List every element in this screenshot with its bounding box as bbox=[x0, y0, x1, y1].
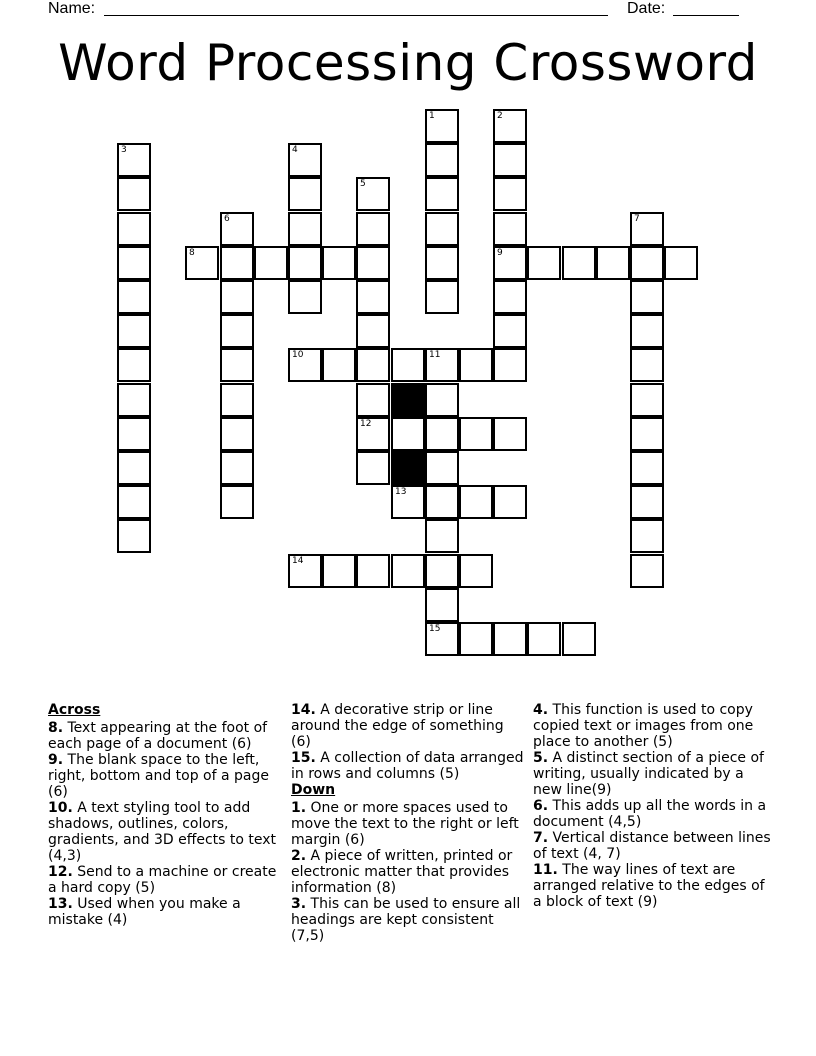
clue-down-11: 11. The way lines of text are arranged relative to the edges of a block of text (9) bbox=[533, 862, 765, 910]
grid-cell[interactable] bbox=[459, 417, 493, 451]
grid-cell[interactable] bbox=[117, 519, 151, 553]
grid-cell[interactable] bbox=[493, 143, 527, 177]
date-label: Date: bbox=[627, 0, 666, 17]
grid-cell[interactable] bbox=[288, 143, 322, 177]
grid-cell[interactable] bbox=[117, 314, 151, 348]
grid-cell[interactable] bbox=[562, 246, 596, 280]
grid-cell[interactable] bbox=[391, 348, 425, 382]
grid-cell[interactable] bbox=[425, 588, 459, 622]
grid-cell[interactable] bbox=[527, 622, 561, 656]
grid-cell[interactable] bbox=[117, 280, 151, 314]
clue-number: 13 bbox=[395, 487, 407, 497]
grid-cell[interactable] bbox=[220, 212, 254, 246]
grid-cell[interactable] bbox=[356, 246, 390, 280]
header bbox=[0, 0, 816, 20]
grid-cell[interactable] bbox=[288, 212, 322, 246]
clues-column-1 bbox=[48, 702, 284, 928]
grid-cell[interactable] bbox=[425, 348, 459, 382]
clue-down-7: 7. Vertical distance between lines of text (4, 7) bbox=[533, 830, 771, 862]
grid-cell[interactable] bbox=[220, 417, 254, 451]
name-label: Name: bbox=[48, 0, 96, 17]
grid-cell[interactable] bbox=[425, 451, 459, 485]
clue-across-8: 8. Text appearing at the foot of each page of a document (6) bbox=[48, 720, 268, 752]
grid-cell[interactable] bbox=[391, 417, 425, 451]
black-cell bbox=[391, 451, 425, 485]
grid-cell[interactable] bbox=[288, 348, 322, 382]
grid-cell[interactable] bbox=[493, 177, 527, 211]
grid-cell[interactable] bbox=[630, 485, 664, 519]
grid-cell[interactable] bbox=[220, 451, 254, 485]
grid-cell[interactable] bbox=[356, 554, 390, 588]
grid-cell[interactable] bbox=[391, 554, 425, 588]
grid-cell[interactable] bbox=[288, 177, 322, 211]
black-cell bbox=[391, 383, 425, 417]
grid-cell[interactable] bbox=[425, 212, 459, 246]
clue-across-14: 14. A decorative strip or line around the edge of something (6) bbox=[291, 702, 504, 750]
grid-cell[interactable] bbox=[493, 485, 527, 519]
grid-cell[interactable] bbox=[356, 348, 390, 382]
grid-cell[interactable] bbox=[459, 622, 493, 656]
clues-column-2 bbox=[291, 702, 527, 944]
grid-cell[interactable] bbox=[220, 280, 254, 314]
page-title: Word Processing Crossword bbox=[58, 34, 758, 92]
clue-across-12: 12. Send to a machine or create a hard copy (5) bbox=[48, 864, 277, 896]
grid-cell[interactable] bbox=[356, 417, 390, 451]
grid-cell[interactable] bbox=[425, 109, 459, 143]
grid-cell[interactable] bbox=[527, 246, 561, 280]
clue-across-10: 10. A text styling tool to add shadows, outlines, colors, gradients, and 3D effects to text (4,3) bbox=[48, 800, 277, 864]
clue-number: 7 bbox=[634, 214, 640, 224]
date-field-line[interactable] bbox=[673, 15, 739, 16]
grid-cell[interactable] bbox=[322, 348, 356, 382]
across-heading: Across bbox=[48, 702, 101, 718]
clue-across-13: 13. Used when you make a mistake (4) bbox=[48, 896, 241, 928]
grid-cell[interactable] bbox=[322, 246, 356, 280]
clue-number: 8 bbox=[189, 248, 195, 258]
grid-cell[interactable] bbox=[493, 348, 527, 382]
grid-cell[interactable] bbox=[220, 314, 254, 348]
grid-cell[interactable] bbox=[493, 622, 527, 656]
clue-number: 1 bbox=[429, 111, 435, 121]
grid-cell[interactable] bbox=[493, 417, 527, 451]
grid-cell[interactable] bbox=[493, 109, 527, 143]
grid-cell[interactable] bbox=[630, 314, 664, 348]
clue-down-1: 1. One or more spaces used to move the text to the right or left margin (6) bbox=[291, 800, 519, 848]
grid-cell[interactable] bbox=[117, 451, 151, 485]
grid-cell[interactable] bbox=[356, 451, 390, 485]
clue-number: 12 bbox=[360, 419, 372, 429]
grid-cell[interactable] bbox=[425, 383, 459, 417]
grid-cell[interactable] bbox=[630, 383, 664, 417]
grid-cell[interactable] bbox=[425, 554, 459, 588]
grid-cell[interactable] bbox=[459, 554, 493, 588]
clue-number: 3 bbox=[121, 145, 127, 155]
grid-cell[interactable] bbox=[288, 280, 322, 314]
grid-cell[interactable] bbox=[254, 246, 288, 280]
grid-cell[interactable] bbox=[425, 177, 459, 211]
grid-cell[interactable] bbox=[117, 348, 151, 382]
clue-down-6: 6. This adds up all the words in a document (4,5) bbox=[533, 798, 767, 830]
clue-number: 2 bbox=[497, 111, 503, 121]
grid-cell[interactable] bbox=[630, 212, 664, 246]
grid-cell[interactable] bbox=[459, 348, 493, 382]
grid-cell[interactable] bbox=[425, 622, 459, 656]
grid-cell[interactable] bbox=[664, 246, 698, 280]
grid-cell[interactable] bbox=[630, 417, 664, 451]
clue-number: 5 bbox=[360, 179, 366, 189]
clue-number: 10 bbox=[292, 350, 304, 360]
grid-cell[interactable] bbox=[220, 246, 254, 280]
grid-cell[interactable] bbox=[185, 246, 219, 280]
grid-cell[interactable] bbox=[425, 143, 459, 177]
grid-cell[interactable] bbox=[425, 485, 459, 519]
grid-cell[interactable] bbox=[630, 519, 664, 553]
grid-cell[interactable] bbox=[493, 280, 527, 314]
grid-cell[interactable] bbox=[288, 246, 322, 280]
grid-cell[interactable] bbox=[562, 622, 596, 656]
grid-cell[interactable] bbox=[220, 383, 254, 417]
clue-number: 15 bbox=[429, 624, 441, 634]
name-field-line[interactable] bbox=[104, 15, 608, 16]
clues-column-3 bbox=[533, 702, 773, 910]
grid-cell[interactable] bbox=[391, 485, 425, 519]
grid-cell[interactable] bbox=[220, 348, 254, 382]
grid-cell[interactable] bbox=[630, 280, 664, 314]
grid-cell[interactable] bbox=[596, 246, 630, 280]
clue-number: 6 bbox=[224, 214, 230, 224]
grid-cell[interactable] bbox=[630, 348, 664, 382]
grid-cell[interactable] bbox=[493, 212, 527, 246]
clue-number: 9 bbox=[497, 248, 503, 258]
grid-cell[interactable] bbox=[117, 212, 151, 246]
grid-cell[interactable] bbox=[630, 451, 664, 485]
grid-cell[interactable] bbox=[117, 417, 151, 451]
grid-cell[interactable] bbox=[220, 485, 254, 519]
clue-across-15: 15. A collection of data arranged in rows and columns (5) bbox=[291, 750, 524, 782]
grid-cell[interactable] bbox=[425, 519, 459, 553]
clue-across-9: 9. The blank space to the left, right, bottom and top of a page (6) bbox=[48, 752, 269, 800]
grid-cell[interactable] bbox=[425, 417, 459, 451]
grid-cell[interactable] bbox=[356, 314, 390, 348]
clue-down-3: 3. This can be used to ensure all headings are kept consistent (7,5) bbox=[291, 896, 521, 944]
grid-cell[interactable] bbox=[322, 554, 356, 588]
grid-cell[interactable] bbox=[356, 280, 390, 314]
clue-number: 11 bbox=[429, 350, 441, 360]
grid-cell[interactable] bbox=[425, 280, 459, 314]
grid-cell[interactable] bbox=[356, 212, 390, 246]
clue-down-2: 2. A piece of written, printed or electronic matter that provides information (8) bbox=[291, 848, 513, 896]
clue-down-5: 5. A distinct section of a piece of writing, usually indicated by a new line(9) bbox=[533, 750, 764, 798]
grid-cell[interactable] bbox=[117, 383, 151, 417]
clue-number: 4 bbox=[292, 145, 298, 155]
grid-cell[interactable] bbox=[117, 143, 151, 177]
grid-cell[interactable] bbox=[117, 485, 151, 519]
grid-cell[interactable] bbox=[630, 246, 664, 280]
grid-cell[interactable] bbox=[288, 554, 322, 588]
grid-cell[interactable] bbox=[459, 485, 493, 519]
grid-cell[interactable] bbox=[356, 177, 390, 211]
grid-cell[interactable] bbox=[425, 246, 459, 280]
grid-cell[interactable] bbox=[493, 314, 527, 348]
grid-cell[interactable] bbox=[493, 246, 527, 280]
grid-cell[interactable] bbox=[117, 246, 151, 280]
clue-number: 14 bbox=[292, 556, 304, 566]
grid-cell[interactable] bbox=[630, 554, 664, 588]
down-heading: Down bbox=[291, 782, 336, 798]
grid-cell[interactable] bbox=[356, 383, 390, 417]
clue-down-4: 4. This function is used to copy copied text or images from one place to another (5) bbox=[533, 702, 754, 750]
grid-cell[interactable] bbox=[117, 177, 151, 211]
